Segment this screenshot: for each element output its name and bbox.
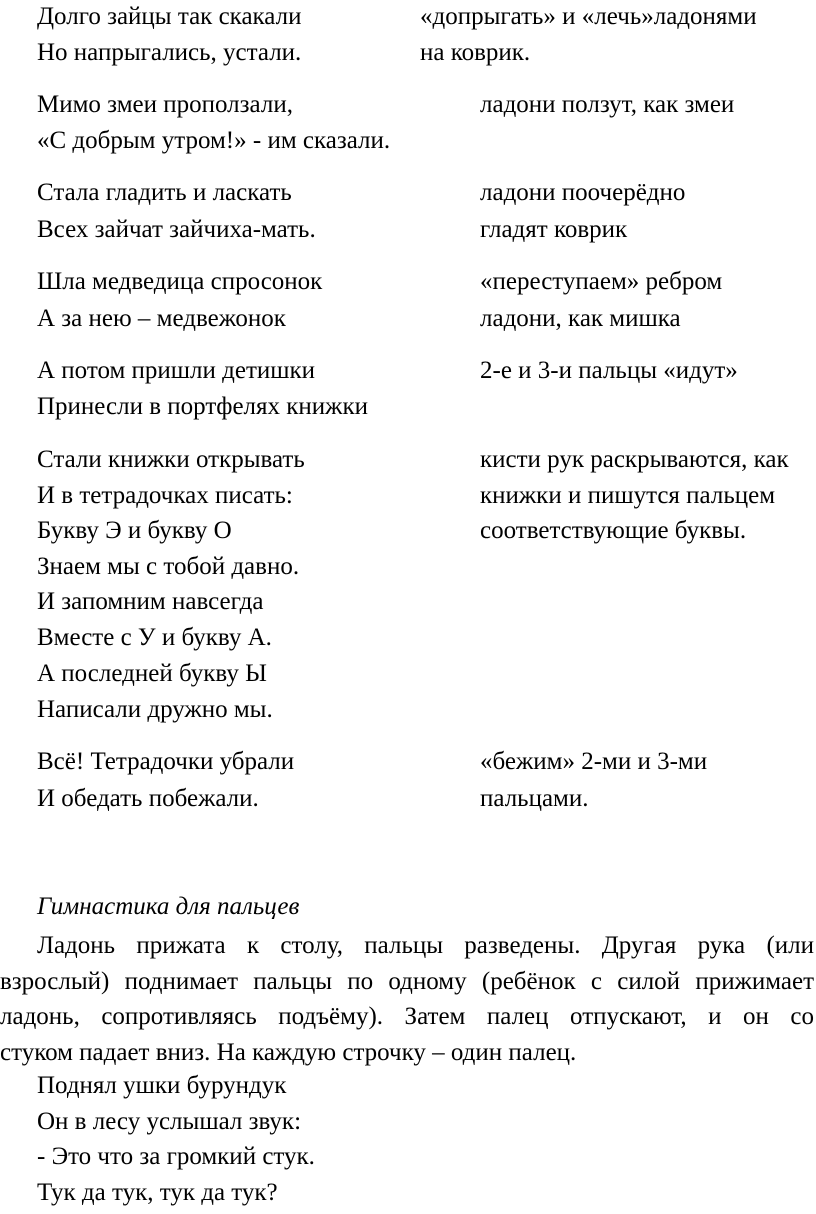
paragraph-line: ладонь, сопротивляясь подъёму). Затем палец отпускают, и он со xyxy=(0,1003,814,1030)
instruction-line: «переступаем» ребром xyxy=(480,268,723,295)
instruction-line: книжки и пишутся пальцем xyxy=(480,482,776,509)
verse-line: И обедать побежали. xyxy=(37,785,259,812)
poem-block xyxy=(37,1068,315,1210)
verse-line: Стала гладить и ласкать xyxy=(37,179,292,206)
instruction-line: 2-е и 3-и пальцы «идут» xyxy=(480,357,738,384)
verse-line: Букву Э и букву О xyxy=(37,517,232,544)
paragraph-line: стуком падает вниз. На каждую строчку – один палец. xyxy=(0,1038,577,1066)
verse-line: Долго зайцы так скакали xyxy=(37,3,302,30)
verse-line: Мимо змеи проползали, xyxy=(37,91,293,118)
verse-line: Принесли в портфелях книжки xyxy=(37,393,368,420)
verse-line: Написали дружно мы. xyxy=(37,696,273,723)
instruction-line: «допрыгать» и «лечь»ладонями xyxy=(420,3,757,30)
instruction-line: ладони поочерёдно xyxy=(480,179,686,206)
section-title: Гимнастика для пальцев xyxy=(37,893,300,920)
verse-line: Всё! Тетрадочки убрали xyxy=(37,748,295,775)
verse-line: Стали книжки открывать xyxy=(37,446,305,473)
instruction-line: кисти рук раскрываются, как xyxy=(480,446,789,473)
instruction-line: ладони ползут, как змеи xyxy=(480,91,735,118)
instruction-line: ладони, как мишка xyxy=(480,305,681,332)
verse-line: Всех зайчат зайчиха-мать. xyxy=(37,216,316,243)
verse-line: Шла медведица спросонок xyxy=(37,268,323,295)
verse-line: А последней букву Ы xyxy=(37,660,267,687)
instruction-line: гладят коврик xyxy=(480,216,628,243)
instruction-line: на коврик. xyxy=(420,39,531,66)
poem-line: Он в лесу услышал звук: xyxy=(37,1107,302,1135)
verse-line: Вместе с У и букву А. xyxy=(37,624,272,651)
verse-line: «С добрым утром!» - им сказали. xyxy=(37,127,391,154)
poem-line: - Это что за громкий стук. xyxy=(37,1143,315,1170)
instruction-line: пальцами. xyxy=(480,785,589,812)
paragraph-line: Ладонь прижата к столу, пальцы разведены. Другая рука (или xyxy=(37,932,814,959)
instruction-line: «бежим» 2-ми и 3-ми xyxy=(480,748,708,775)
poem-line: Поднял ушки бурундук xyxy=(37,1072,287,1099)
verse-line: А за нею – медвежонок xyxy=(37,305,286,332)
verse-line: И запомним навсегда xyxy=(37,588,264,615)
instruction-line: соответствующие буквы. xyxy=(480,517,747,544)
paragraph-line: взрослый) поднимает пальцы по одному (ребёнок с силой прижимает xyxy=(0,967,814,995)
verse-line: Но напрыгались, устали. xyxy=(37,39,302,66)
verse-line: А потом пришли детишки xyxy=(37,357,316,384)
verse-line: И в тетрадочках писать: xyxy=(37,482,293,509)
poem-line: Тук да тук, тук да тук? xyxy=(37,1178,278,1206)
verse-line: Знаем мы с тобой давно. xyxy=(37,553,300,580)
instruction-paragraph xyxy=(0,928,814,1070)
